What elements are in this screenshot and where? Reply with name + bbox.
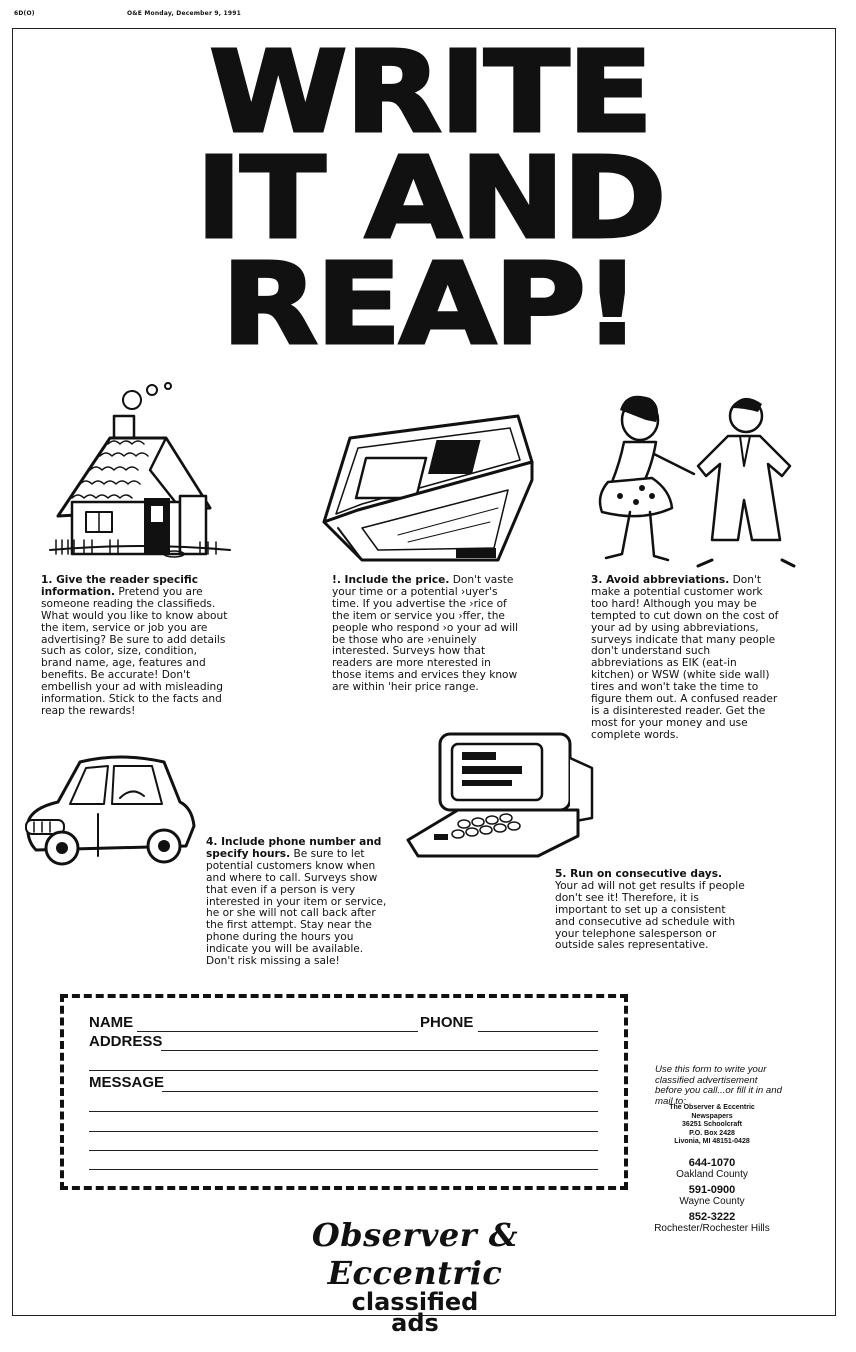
section-date: O&E Monday, December 9, 1991 (127, 10, 242, 17)
brand-name: Observer & Eccentric (311, 1216, 519, 1292)
car-illustration (20, 752, 200, 872)
name-field[interactable] (137, 1031, 418, 1032)
phone-number-oakland: 644-1070 (688, 1157, 736, 1169)
tip-3-body: Don't make a potential customer work too hard! Although you may be tempted to cut down on the cost of your ad by using abbreviations, surveys indicate that many people don't understand such abbreviations as EIK (eat-in kitchen) or WSW (white side wall) tires and won't take the time to figure them out. A confused reader is a disinterested reader. Get the most for your money and use complete words. (591, 574, 779, 741)
city-state-zip: Livonia, MI 48151-0428 (674, 1138, 750, 1145)
po-box: P.O. Box 2428 (689, 1129, 735, 1137)
address-label: ADDRESS (89, 1033, 163, 1050)
area-wayne: Wayne County (679, 1196, 745, 1207)
page-number: 6D(O) (14, 10, 35, 17)
tip-1-lead: 1. Give the reader specific information. (41, 574, 199, 598)
tip-2-lead: !. Include the price. (332, 574, 450, 586)
company-name: The Observer & Eccentric (669, 1104, 755, 1111)
mailing-address (650, 1104, 774, 1147)
headline-line-2: IT AND (195, 134, 665, 264)
headline (116, 28, 743, 370)
headline-line-1: WRITE (209, 28, 651, 158)
message-field-line-5[interactable] (89, 1169, 598, 1170)
tip-2 (332, 575, 522, 694)
phone-field[interactable] (478, 1031, 598, 1032)
tip-2-body: Don't vaste your time or a potential ›uyer's time. If you advertise the ›rice of the item or service you ›ffer, the people who respond ›o your ad will be those who are ›enuinely interested. Surveys how that readers are more nterested in those items and ervices they know are within 'heir price range. (332, 574, 519, 694)
address-field-line-2[interactable] (89, 1070, 598, 1071)
message-label: MESSAGE (89, 1074, 165, 1091)
briefcase-illustration (318, 410, 538, 570)
area-oakland: Oakland County (676, 1169, 748, 1180)
brand-classified: classified (351, 1288, 479, 1316)
tip-3 (591, 575, 779, 742)
phone-number-rochester: 852-3222 (688, 1211, 736, 1223)
house-illustration (50, 378, 230, 558)
tip-1-body: Pretend you are someone reading the classifieds. What would you like to know about the item, service or job you are advertising? Be sure to add details such as color, size, condition, brand name, age, features and benefits. Be accurate! Don't embellish your ad with misleading information. Stick to the facts and reap the rewards! (41, 585, 228, 717)
phone-label: PHONE (420, 1014, 474, 1031)
message-field-line-3[interactable] (89, 1131, 598, 1132)
street-address: 36251 Schoolcraft (682, 1121, 742, 1128)
name-label: NAME (89, 1014, 134, 1031)
computer-illustration (404, 728, 604, 864)
area-rochester: Rochester/Rochester Hills (654, 1223, 770, 1234)
tip-4-lead: 4. Include phone number and specify hours. (206, 836, 382, 860)
address-field[interactable] (161, 1050, 598, 1051)
tip-3-lead: 3. Avoid abbreviations. (591, 574, 730, 586)
tip-4 (206, 837, 392, 968)
couple-handshake-illustration (590, 392, 800, 572)
tip-5-body: Your ad will not get results if people don't see it! Therefore, it is important to set up a consistent and consecutive ad schedule with your telephone salesperson or outside sales representative. (555, 879, 745, 952)
company-name-2: Newspapers (691, 1112, 733, 1120)
headline-line-3: REAP! (221, 240, 639, 370)
message-field-line-4[interactable] (89, 1150, 598, 1151)
form-instructions: Use this form to write your classified advertisement before you call...or fill it in and mail to: (655, 1064, 782, 1107)
tip-5 (555, 869, 745, 952)
brand-ads: ads (391, 1309, 439, 1337)
tip-5-lead: 5. Run on consecutive days. (555, 868, 723, 880)
tip-4-body: Be sure to let potential customers know when and where to call. Surveys show that even if a person is very interested in your item or service, he or she will not call back after the first attempt. Stay near the phone during the hours you indicate you will be available. Don't risk missing a sale! (206, 847, 387, 968)
phone-number-wayne: 591-0900 (688, 1184, 736, 1196)
ad-order-form (60, 994, 628, 1190)
tip-1 (41, 575, 229, 718)
phone-directory (640, 1157, 784, 1235)
brand-logo (230, 1216, 600, 1337)
message-field[interactable] (162, 1091, 598, 1092)
message-field-line-2[interactable] (89, 1111, 598, 1112)
